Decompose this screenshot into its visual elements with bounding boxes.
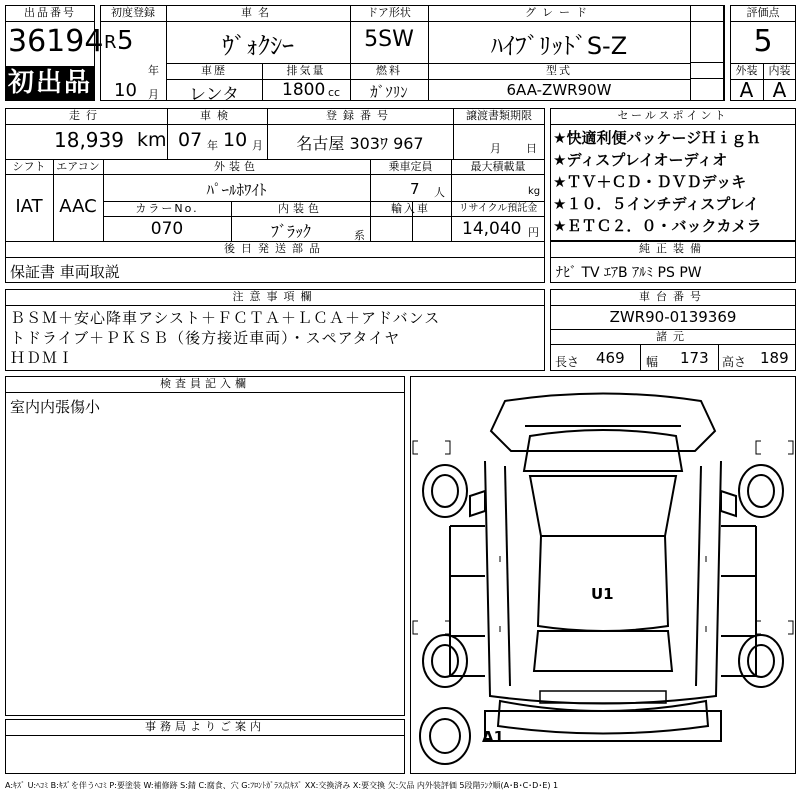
first-reg-year-unit: 年 [148,64,159,77]
sales-point-item: ★１０．５インチディスプレイ [553,195,759,213]
followup-value: 保証書 車両取説 [10,263,120,281]
fuel-label: 燃料 [376,64,402,77]
ext-color-value: ﾊﾟｰﾙﾎﾜｲﾄ [206,181,267,199]
inspector-box [5,376,405,716]
max-load-unit: kg [528,186,541,197]
displacement-value: 1800 [282,80,326,100]
score-value: 5 [753,24,773,59]
sales-point-item: ★ディスプレイオーディオ [553,151,728,169]
first-reg-label: 初度登録 [111,6,155,19]
chassis-label: 車台番号 [639,290,707,303]
genuine-equipment-value: ﾅﾋﾞ TV ｴｱB ｱﾙﾐ PS PW [556,265,702,281]
lot-number: 36194 [8,24,104,59]
notes-text [10,308,440,368]
displacement-label: 排気量 [286,64,326,77]
door-value: 5SW [364,27,414,52]
exterior-grade-label: 外装 [735,64,758,77]
car-name-value: ｳﾞｫｸｼｰ [222,32,294,60]
inspection-year-unit: 年 [207,139,218,152]
displacement-unit: cc [328,86,341,99]
notes-line: ＨＤＭＩ [10,349,75,367]
capacity-label: 乗車定員 [388,160,433,173]
genuine-equipment-label: 純正装備 [639,242,707,255]
sales-point-item: ★快適利便パッケージＨｉｇｈ [553,129,762,147]
score-label: 評価点 [746,6,780,19]
grade-value: ﾊｲﾌﾞﾘｯﾄﾞS-Z [490,32,628,60]
first-reg-year: 5 [117,26,134,56]
car-name-label: 車名 [241,6,275,19]
aircon-label: エアコン [56,160,100,173]
mileage-label: 走行 [69,109,103,122]
mileage-value: 18,939 [54,128,124,152]
recycle-value: 14,040 [462,219,522,239]
interior-grade-label: 内装 [768,64,791,77]
import-label: 輸入車 [391,202,430,215]
followup-label: 後日発送部品 [224,242,326,255]
width-value: 173 [680,349,709,367]
inspection-month-unit: 月 [252,139,263,152]
int-color-value: ﾌﾞﾗｯｸ [270,222,311,241]
fuel-value: ｶﾞｿﾘﾝ [370,83,408,101]
notes-line: トドライブ＋ＰＫＳＢ（後方接近車両）・スペアタイヤ [10,329,401,347]
first-reg-era: R [104,32,117,53]
history-value: レンタ [189,85,239,105]
recycle-label: リサイクル預託金 [458,203,538,214]
plate-label: 登録番号 [326,109,394,122]
sales-point-item: ★ＴＶ＋ＣＤ・ＤＶＤデッキ [553,173,747,191]
chassis-value: ZWR90-0139369 [609,308,737,326]
recycle-unit: 円 [528,226,539,239]
width-label: 幅 [646,355,659,369]
mileage-unit: km [137,129,167,151]
inspection-label: 車検 [200,109,234,122]
int-color-unit: 系 [354,229,365,242]
shift-value: IAT [15,196,43,217]
lot-label: 出品番号 [24,6,76,19]
height-value: 189 [760,349,789,367]
inspection-year: 07 [178,129,203,151]
first-listing-badge: 初出品 [7,68,92,98]
exterior-grade-value: A [739,78,754,102]
inspector-text: 室内内張傷小 [10,398,101,416]
dimensions-label: 諸元 [656,330,690,343]
aircon-value: AAC [59,196,97,217]
color-no-label: カラーNo. [135,202,199,215]
grade-label: グレード [525,6,593,19]
inspection-month: 10 [223,129,248,151]
sales-points-label: セールスポイント [617,109,729,122]
office-label: 事務局よりご案内 [145,720,265,733]
model-label: 型式 [546,64,572,77]
ext-color-label: 外装色 [214,160,259,173]
inspector-label: 検査員記入欄 [160,377,250,390]
first-reg-month: 10 [114,80,137,101]
transfer-month-unit: 月 [490,142,501,155]
shift-label: シフト [12,160,46,173]
damage-mark-u1: U1 [591,585,614,603]
plate-value: 名古屋 303ﾜ 967 [296,134,424,153]
height-label: 高さ [722,355,747,369]
sales-points-list [553,127,761,237]
door-label: ドア形状 [367,6,411,19]
sales-point-item: ★ＥＴＣ２．０・バックカメラ [553,217,762,235]
transfer-label: 譲渡書類期限 [466,109,532,122]
first-reg-month-unit: 月 [148,88,159,101]
notes-label: 注意事項欄 [232,290,318,303]
damage-mark-a1: A1 [482,728,505,746]
length-value: 469 [596,349,625,367]
history-label: 車歴 [201,64,227,77]
int-color-label: 内装色 [278,202,323,215]
max-load-label: 最大積載量 [470,160,526,173]
color-no-value: 070 [150,219,184,239]
capacity-unit: 人 [434,186,445,199]
length-label: 長さ [555,355,580,369]
capacity-value: 7 [410,180,420,198]
interior-grade-value: A [772,78,787,102]
model-value: 6AA-ZWR90W [506,81,612,99]
transfer-day-unit: 日 [526,142,537,155]
legend: A:ｷｽﾞ U:ﾍｺﾐ B:ｷｽﾞを伴うﾍｺﾐ P:要塗装 W:補修跡 S:錆 C:腐食、穴 G:ﾌﾛﾝﾄｶﾞﾗｽ点ｷｽﾞ XX:交換済み X:要交換 欠:欠品 内外装評価 5段階ﾗﾝｸ順(A･B･C･D･E) 1 [5,781,559,790]
notes-line: ＢＳＭ＋安心降車アシスト＋ＦＣＴＡ＋ＬＣＡ＋アドバンス [10,309,441,327]
car-diagram [410,376,796,774]
